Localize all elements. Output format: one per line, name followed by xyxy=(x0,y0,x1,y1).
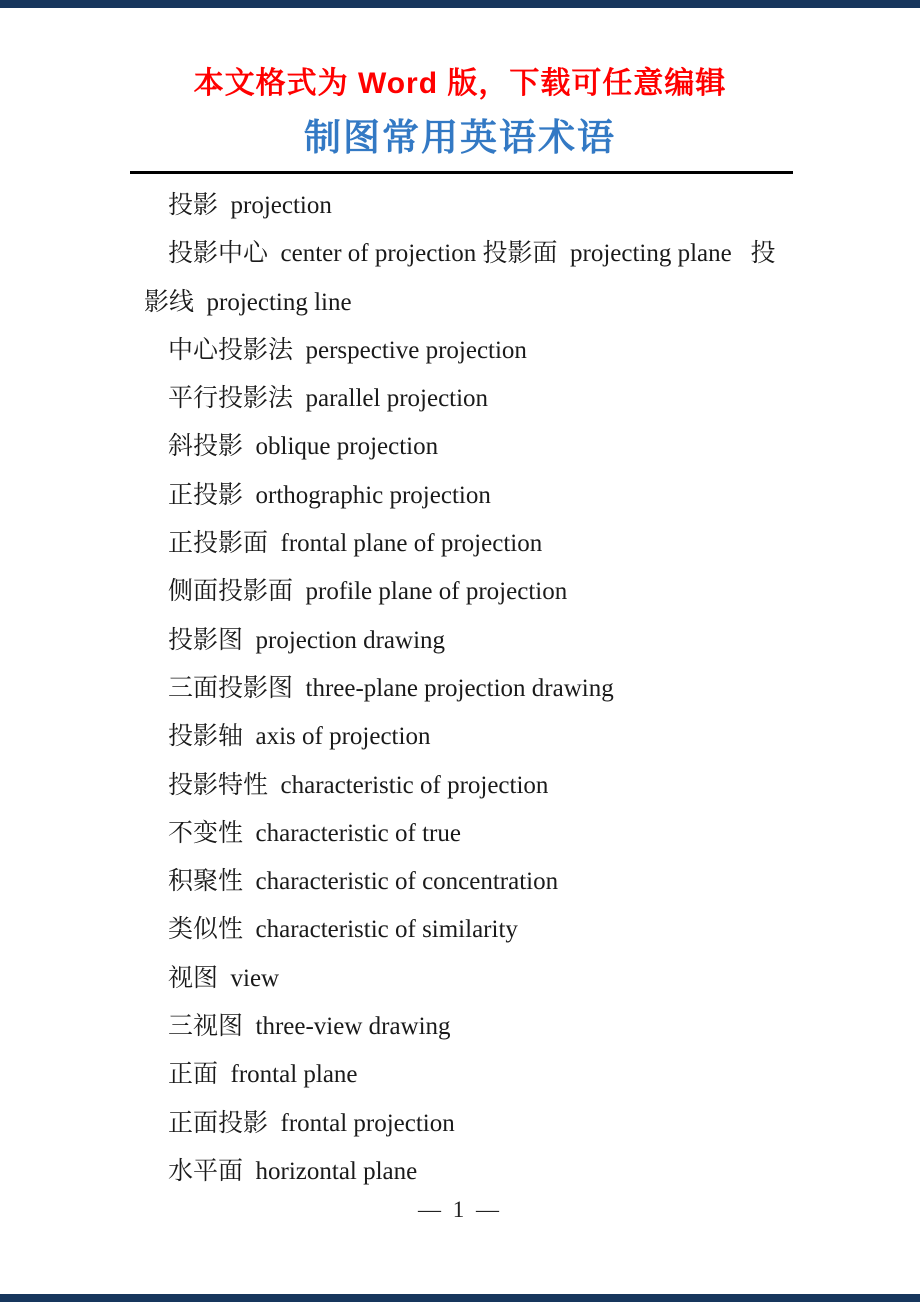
glossary-line: 正面 frontal plane xyxy=(168,1061,358,1089)
glossary-line: 类似性 characteristic of similarity xyxy=(168,916,518,944)
glossary-line: 积聚性 characteristic of concentration xyxy=(168,868,559,896)
glossary-line: 视图 view xyxy=(168,964,280,992)
glossary-line: 侧面投影面 profile plane of projection xyxy=(168,578,568,606)
glossary-line: 影线 projecting line xyxy=(144,288,352,316)
page-number: — 1 — xyxy=(418,1197,502,1222)
glossary-line: 投影轴 axis of projection xyxy=(168,723,431,751)
glossary-line: 投影中心 center of projection 投影面 projecting plane 投 xyxy=(168,240,776,268)
glossary-line: 投影 projection xyxy=(168,192,332,219)
title-divider xyxy=(130,171,793,174)
page-top-border xyxy=(0,0,920,8)
page-title: 制图常用英语术语 xyxy=(304,118,616,159)
glossary-line: 投影特性 characteristic of projection xyxy=(168,771,549,799)
glossary-body xyxy=(144,182,854,1196)
glossary-line: 三视图 three-view drawing xyxy=(168,1013,451,1041)
page-bottom-border xyxy=(0,1294,920,1302)
glossary-line: 平行投影法 parallel projection xyxy=(168,385,489,413)
format-notice: 本文格式为 Word 版，下载可任意编辑 xyxy=(193,67,727,100)
glossary-line: 投影图 projection drawing xyxy=(168,626,446,654)
glossary-line: 三面投影图 three-plane projection drawing xyxy=(168,674,614,702)
glossary-line: 不变性 characteristic of true xyxy=(168,819,461,847)
glossary-line: 斜投影 oblique projection xyxy=(168,433,439,461)
glossary-line: 水平面 horizontal plane xyxy=(168,1157,418,1185)
glossary-line: 正投影面 frontal plane of projection xyxy=(168,530,543,558)
glossary-line: 正面投影 frontal projection xyxy=(168,1109,455,1137)
glossary-line: 中心投影法 perspective projection xyxy=(168,336,527,364)
glossary-line: 正投影 orthographic projection xyxy=(168,481,491,509)
